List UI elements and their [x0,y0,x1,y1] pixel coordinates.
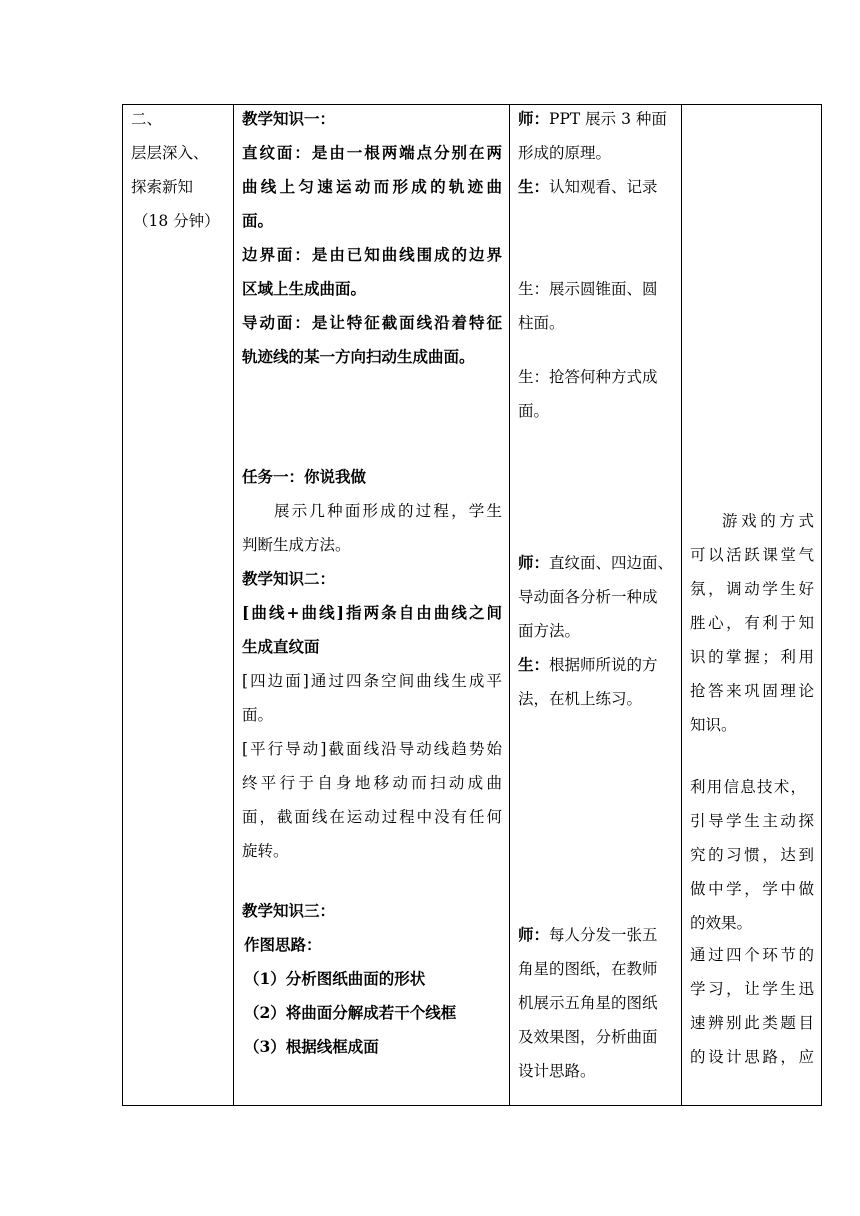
activity-line: 生：根据师所说的方 [518,655,658,674]
design-intent-line: 的设计思路，应 [690,1048,814,1066]
knowledge-three-title: 教学知识三： [242,901,336,920]
stage-text: 层层深入、 [131,144,209,162]
knowledge-two-line: 旋转。 [242,842,289,860]
design-intent-line: 学习，让学生迅 [690,980,814,998]
task-one-line: 展示几种面形成的过程，学生 [274,502,502,520]
activity-line: 师：直纹面、四边面、 [518,553,674,572]
activity-line: 面方法。 [518,622,581,640]
stage-cell [123,105,233,1105]
design-intent-cell [682,105,821,1105]
teaching-content-cell [234,105,509,1105]
design-intent-line: 速辨别此类题目 [690,1014,814,1032]
knowledge-one-title: 教学知识一： [242,109,336,128]
activity-line: 师：PPT 展示 3 种面 [518,109,667,128]
activity-line: 面。 [518,402,550,420]
student-role-label: 生： [518,177,550,196]
activity-line: 师：每人分发一张五 [518,925,658,944]
knowledge-one-line: 导动面：是让特征截面线沿着特征 [242,313,502,332]
knowledge-one-line: 曲线上匀速运动而形成的轨迹曲 [242,177,502,196]
teacher-role-label: 师： [518,109,550,128]
knowledge-one-line: 直纹面：是由一根两端点分别在两 [242,143,502,162]
activity-line: 及效果图，分析曲面 [518,1028,658,1046]
design-intent-line: 通过四个环节的 [690,946,814,964]
knowledge-three-subtitle: 作图思路： [244,935,322,954]
activity-line: 角星的图纸，在教师 [518,960,658,978]
knowledge-two-line: 生成直纹面 [242,637,320,656]
knowledge-two-title: 教学知识二： [242,569,336,588]
activity-line: 生：展示圆锥面、圆 [518,280,658,298]
design-intent-line: 抢答来巩固理论 [690,682,814,700]
design-intent-line: 究的习惯，达到 [690,846,814,864]
stage-duration: （18 分钟） [133,212,220,230]
knowledge-two-line: [平行导动]截面线沿导动线趋势始 [242,740,502,758]
activity-line: 柱面。 [518,314,565,332]
teacher-role-label: 师： [518,925,550,944]
knowledge-three-step: （1）分析图纸曲面的形状 [244,969,426,988]
activity-line: 法，在机上练习。 [518,690,643,708]
activity-line: 机展示五角星的图纸 [518,994,658,1012]
design-intent-line: 胜心，有利于知 [690,614,814,632]
activity-line: 生：抢答何种方式成 [518,368,658,386]
knowledge-three-step: （3）根据线框成面 [244,1037,379,1056]
knowledge-one-line: 区域上生成曲面。 [242,279,367,298]
task-one-line: 判断生成方法。 [242,536,351,554]
student-role-label: 生： [518,655,550,674]
knowledge-three-step: （2）将曲面分解成若干个线框 [244,1003,457,1022]
design-intent-line: 识的掌握；利用 [690,648,814,666]
design-intent-line: 利用信息技术， [690,778,806,796]
knowledge-two-line: 面，截面线在运动过程中没有任何 [242,808,502,826]
task-one-title: 任务一：你说我做 [242,467,367,486]
knowledge-one-line: 轨迹线的某一方向扫动生成曲面。 [242,347,475,366]
activity-line: 生：认知观看、记录 [518,177,658,196]
knowledge-two-line: 面。 [242,706,274,724]
design-intent-line: 做中学，学中做 [690,880,814,898]
knowledge-two-line: [曲线+曲线]指两条自由曲线之间 [242,603,502,622]
knowledge-one-line: 面。 [242,211,274,230]
design-intent-line: 的效果。 [690,914,753,932]
design-intent-line: 氛，调动学生好 [690,580,814,598]
activities-cell [510,105,681,1105]
design-intent-line: 知识。 [690,716,737,734]
activity-line: 导动面各分析一种成 [518,588,658,606]
activity-line: 设计思路。 [518,1062,596,1080]
design-intent-line: 可以活跃课堂气 [690,546,814,564]
activity-line: 形成的原理。 [518,144,612,162]
knowledge-two-line: [四边面]通过四条空间曲线生成平 [242,672,502,690]
stage-text: 探索新知 [131,178,194,196]
design-intent-line: 引导学生主动探 [690,812,814,830]
knowledge-one-line: 边界面：是由已知曲线围成的边界 [242,245,502,264]
stage-text: 二、 [131,110,163,128]
lesson-plan-table [122,104,822,1106]
teacher-role-label: 师： [518,553,550,572]
knowledge-two-line: 终平行于自身地移动而扫动成曲 [242,774,502,792]
design-intent-line: 游戏的方式 [722,512,814,530]
